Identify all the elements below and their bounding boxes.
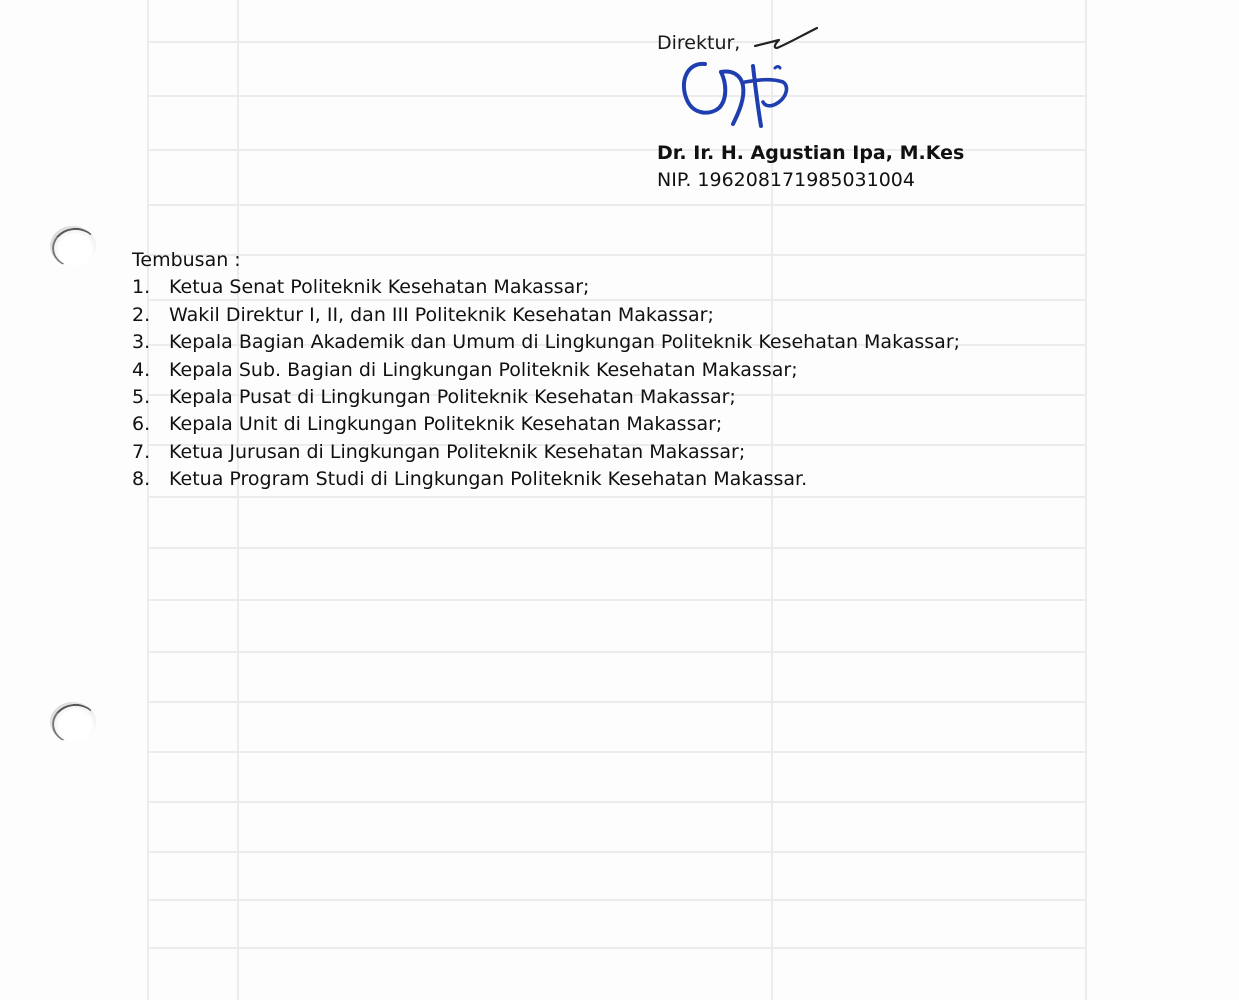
list-item-text: Ketua Senat Politeknik Kesehatan Makassar; — [169, 276, 590, 299]
list-item — [132, 439, 960, 466]
list-item — [132, 274, 960, 301]
list-item-number: 3. — [132, 331, 151, 354]
list-item — [132, 384, 960, 411]
list-item-number: 6. — [132, 413, 151, 436]
list-item-number: 4. — [132, 358, 151, 381]
signature-block — [657, 22, 1077, 197]
list-item — [132, 302, 960, 329]
list-item-text: Ketua Program Studi di Lingkungan Politeknik Kesehatan Makassar. — [169, 468, 808, 491]
list-item-number: 8. — [132, 468, 151, 491]
list-item — [132, 357, 960, 384]
signatory-name: Dr. Ir. H. Agustian Ipa, M.Kes — [657, 142, 965, 164]
list-item — [132, 466, 960, 493]
punch-hole-bottom — [50, 702, 96, 742]
list-item-text: Ketua Jurusan di Lingkungan Politeknik Kesehatan Makassar; — [169, 440, 746, 463]
list-item — [132, 329, 960, 356]
list-item — [132, 411, 960, 438]
list-item-text: Kepala Bagian Akademik dan Umum di Lingkungan Politeknik Kesehatan Makassar; — [169, 331, 961, 354]
list-item-text: Kepala Unit di Lingkungan Politeknik Kesehatan Makassar; — [169, 413, 723, 436]
list-item-number: 2. — [132, 303, 151, 326]
list-item-number: 1. — [132, 276, 151, 299]
list-item-text: Kepala Pusat di Lingkungan Politeknik Kesehatan Makassar; — [169, 386, 736, 409]
list-item-number: 7. — [132, 440, 151, 463]
punch-hole-top — [50, 226, 96, 266]
carbon-copy-section — [132, 247, 960, 494]
signatory-nip: NIP. 196208171985031004 — [657, 169, 915, 191]
carbon-copy-heading: Tembusan : — [132, 249, 241, 271]
list-item-text: Kepala Sub. Bagian di Lingkungan Politeknik Kesehatan Makassar; — [169, 358, 798, 381]
carbon-copy-list — [132, 274, 960, 493]
list-item-text: Wakil Direktur I, II, dan III Politeknik Kesehatan Makassar; — [169, 303, 714, 326]
list-item-number: 5. — [132, 386, 151, 409]
signatory-title: Direktur, — [657, 32, 741, 54]
